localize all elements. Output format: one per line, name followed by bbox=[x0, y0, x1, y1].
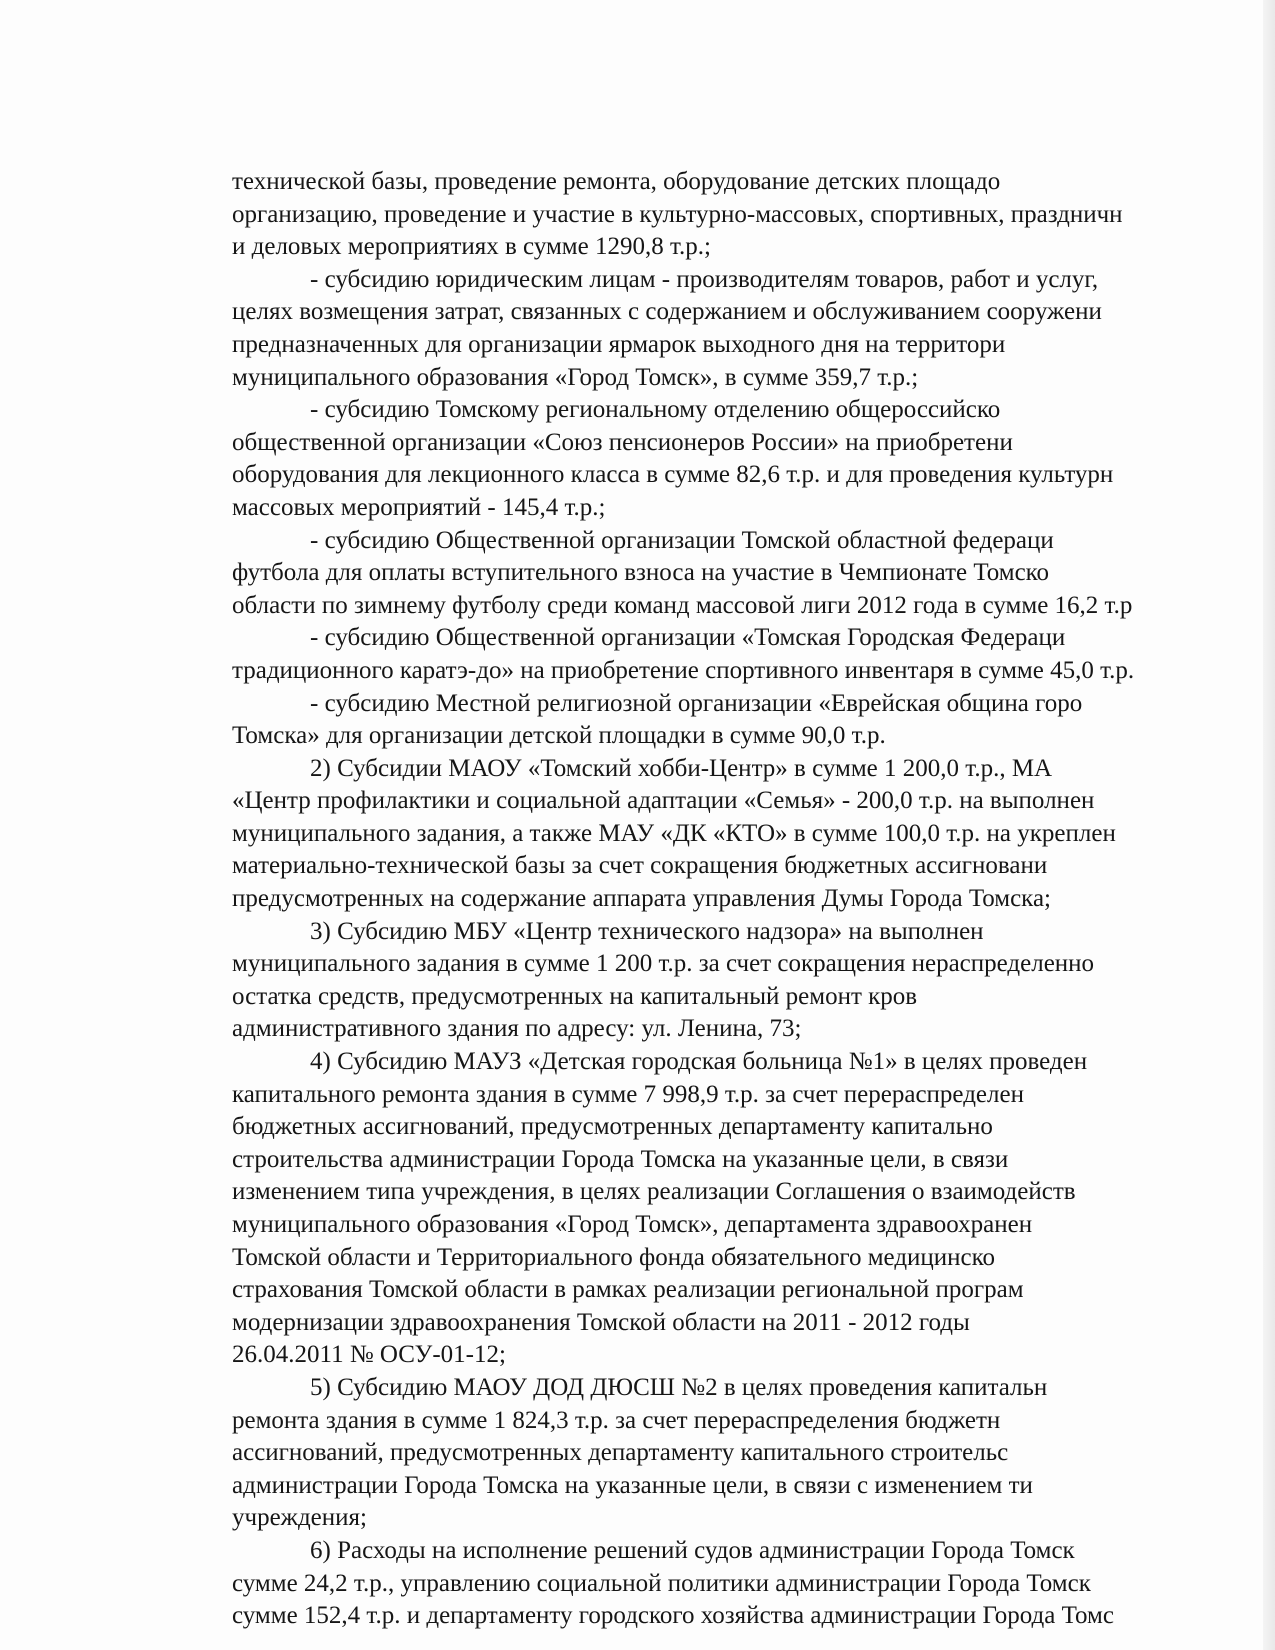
paragraph-2 bbox=[232, 264, 1275, 394]
document-line: 4) Субсидию МАУЗ «Детская городская больница №1» в целях проведен bbox=[310, 1048, 1088, 1076]
document-line: - субсидию Местной религиозной организации «Еврейская община горо bbox=[310, 689, 1083, 717]
document-line: сумме 24,2 т.р., управлению социальной политики администрации Города Томск bbox=[232, 1569, 1091, 1597]
document-line: 2) Субсидии МАОУ «Томский хобби-Центр» в сумме 1 200,0 т.р., МА bbox=[310, 754, 1053, 782]
document-line: области по зимнему футболу среди команд массовой лиги 2012 года в сумме 16,2 т.р bbox=[232, 591, 1133, 619]
document-line: 5) Субсидию МАОУ ДОД ДЮСШ №2 в целях проведения капитальн bbox=[310, 1373, 1048, 1401]
document-line: муниципального образования «Город Томск», департамента здравоохранен bbox=[232, 1211, 1033, 1238]
document-line: организацию, проведение и участие в культурно-массовых, спортивных, праздничн bbox=[232, 200, 1123, 228]
paragraph-6 bbox=[232, 688, 1275, 753]
document-line: остатка средств, предусмотренных на капитальный ремонт кров bbox=[232, 982, 918, 1010]
document-line: массовых мероприятий - 145,4 т.р.; bbox=[232, 493, 606, 521]
document-line: и деловых мероприятиях в сумме 1290,8 т.р.; bbox=[232, 233, 711, 261]
document-line: 3) Субсидию МБУ «Центр технического надзора» на выполнен bbox=[310, 917, 984, 945]
document-line: оборудования для лекционного класса в сумме 82,6 т.р. и для проведения культурн bbox=[232, 461, 1114, 489]
document-line: целях возмещения затрат, связанных с содержанием и обслуживанием сооружени bbox=[232, 298, 1102, 326]
paragraph-5 bbox=[232, 622, 1275, 687]
paragraph-9 bbox=[232, 1046, 1275, 1372]
document-line: материально-технической базы за счет сокращения бюджетных ассигновани bbox=[232, 852, 1048, 880]
document-line: муниципального задания, а также МАУ «ДК «КТО» в сумме 100,0 т.р. на укреплен bbox=[232, 819, 1116, 847]
document-line: администрации Города Томска на указанные цели, в связи с изменением ти bbox=[232, 1471, 1033, 1499]
document-line: изменением типа учреждения, в целях реализации Соглашения о взаимодейств bbox=[232, 1178, 1076, 1206]
document-line: учреждения; bbox=[232, 1504, 367, 1532]
document-line: муниципального образования «Город Томск», в сумме 359,7 т.р.; bbox=[232, 363, 919, 391]
document-line: бюджетных ассигнований, предусмотренных департаменту капитально bbox=[232, 1113, 993, 1141]
document-line: ремонта здания в сумме 1 824,3 т.р. за счет перераспределения бюджетн bbox=[232, 1406, 1001, 1434]
paragraph-7 bbox=[232, 753, 1275, 916]
paragraph-3 bbox=[232, 394, 1275, 524]
paragraph-11 bbox=[232, 1535, 1275, 1633]
document-line: строительства администрации Города Томска на указанные цели, в связи bbox=[232, 1145, 1009, 1173]
document-line: предназначенных для организации ярмарок выходного дня на территори bbox=[232, 330, 1006, 358]
document-line: ассигнований, предусмотренных департаменту капитального строительс bbox=[232, 1439, 1009, 1467]
document-line: футбола для оплаты вступительного взноса на участие в Чемпионате Томско bbox=[232, 559, 1050, 587]
document-line: модернизации здравоохранения Томской области на 2011 - 2012 годы bbox=[232, 1308, 970, 1336]
document-line: Томской области и Территориального фонда обязательного медицинско bbox=[232, 1243, 996, 1271]
document-line: технической базы, проведение ремонта, оборудование детских площадо bbox=[232, 168, 1001, 195]
document-line: административного здания по адресу: ул. Ленина, 73; bbox=[232, 1015, 802, 1043]
document-line: муниципального задания в сумме 1 200 т.р. за счет сокращения нераспределенно bbox=[232, 950, 1095, 978]
document-body bbox=[232, 166, 1275, 1633]
document-line: общественной организации «Союз пенсионеров России» на приобретени bbox=[232, 428, 1013, 456]
document-line: 6) Расходы на исполнение решений судов администрации Города Томск bbox=[310, 1536, 1075, 1564]
document-line: 26.04.2011 № ОСУ-01-12; bbox=[232, 1341, 506, 1369]
document-line: - субсидию Томскому региональному отделению общероссийско bbox=[310, 396, 1001, 424]
paragraph-4 bbox=[232, 525, 1275, 623]
paragraph-1 bbox=[232, 166, 1275, 264]
document-line: «Центр профилактики и социальной адаптации «Семья» - 200,0 т.р. на выполнен bbox=[232, 787, 1095, 815]
paragraph-10 bbox=[232, 1372, 1275, 1535]
document-line: - субсидию Общественной организации «Томская Городская Федераци bbox=[310, 624, 1066, 652]
document-line: предусмотренных на содержание аппарата управления Думы Города Томска; bbox=[232, 885, 1051, 913]
document-line: традиционного каратэ-до» на приобретение спортивного инвентаря в сумме 45,0 т.р. bbox=[232, 656, 1135, 684]
document-line: - субсидию юридическим лицам - производителям товаров, работ и услуг, bbox=[310, 265, 1099, 293]
document-line: сумме 152,4 т.р. и департаменту городского хозяйства администрации Города Томс bbox=[232, 1602, 1114, 1630]
document-line: Томска» для организации детской площадки в сумме 90,0 т.р. bbox=[232, 722, 886, 750]
document-line: капитального ремонта здания в сумме 7 998,9 т.р. за счет перераспределен bbox=[232, 1080, 1024, 1108]
paragraph-8 bbox=[232, 916, 1275, 1046]
document-line: - субсидию Общественной организации Томской областной федераци bbox=[310, 526, 1054, 554]
document-line: страхования Томской области в рамках реализации региональной програм bbox=[232, 1276, 1024, 1304]
